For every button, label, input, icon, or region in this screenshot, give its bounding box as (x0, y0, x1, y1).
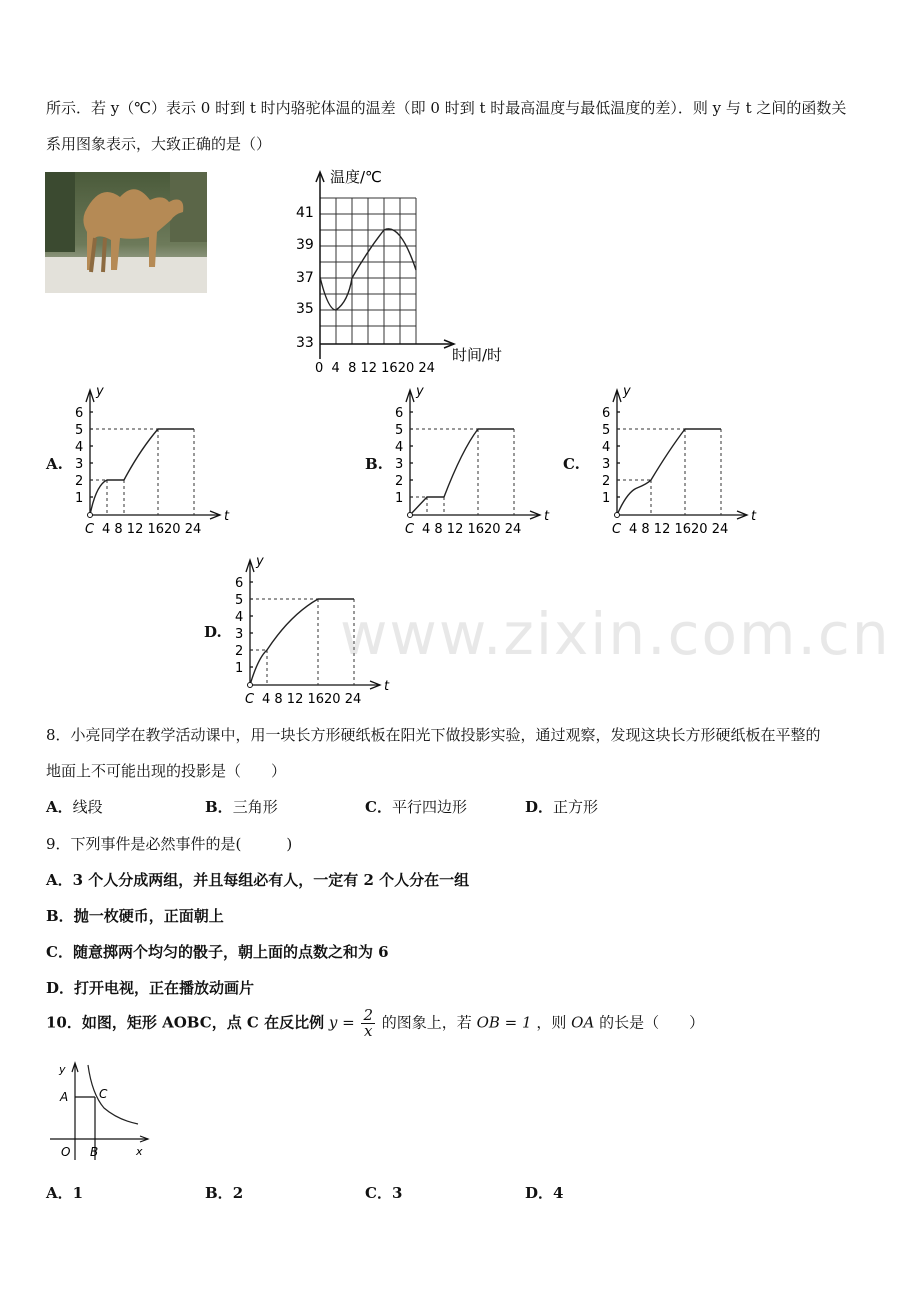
q8-option-d-letter: D． (525, 798, 554, 816)
q7-option-b-ytick-2: 2 (395, 474, 404, 489)
q7-option-a-curve (90, 429, 194, 515)
q7-option-b-ytick-3: 3 (395, 457, 404, 472)
q7-option-a-ytick-4: 4 (75, 440, 84, 455)
q7-option-b-origin: C (405, 522, 415, 537)
q9-option-c-letter: C． (46, 943, 73, 961)
q9-option-c[interactable] (46, 941, 389, 962)
q7-option-c-ytick-4: 4 (602, 440, 611, 455)
q10-option-d-text: 4 (553, 1184, 564, 1202)
q8-option-b-text: 三角形 (232, 798, 278, 816)
q7-option-a-axis-t: t (224, 509, 230, 524)
q8-option-a-text: 线段 (72, 798, 103, 816)
q10-option-c-letter: C． (365, 1184, 392, 1202)
q7-option-d-letter: D. (204, 623, 222, 641)
q10-stem-d: 的长是（ ） (599, 1013, 705, 1032)
q7-option-a-xticks: 4 8 12 1620 24 (102, 522, 202, 537)
q7-option-d-ytick-2: 2 (235, 644, 244, 659)
q10-target: OA (571, 1013, 595, 1032)
temperature-ylabel: 温度/℃ (330, 168, 382, 186)
q10-stem-b: 的图象上，若 (381, 1013, 472, 1032)
q7-option-a-ytick-6: 6 (75, 406, 84, 421)
q7-stem-line1: 所示．若 y（℃）表示 0 时到 t 时内骆驼体温的温差（即 0 时到 t 时最高温度与最低温度的差）．则 y 与 t 之间的函数关 (46, 99, 847, 117)
q10-stem-a: 10．如图，矩形 AOBC，点 C 在反比例 (46, 1013, 325, 1032)
q7-option-c-ytick-5: 5 (602, 423, 611, 438)
q7-option-c-ytick-2: 2 (602, 474, 611, 489)
q10-option-d[interactable] (525, 1182, 563, 1203)
temperature-axes (316, 172, 454, 359)
q7-option-d-ytick-6: 6 (235, 576, 244, 591)
q7-option-a-chart[interactable] (60, 380, 240, 540)
q10-label-o: O (61, 1145, 71, 1159)
q8-option-d-text: 正方形 (553, 798, 599, 816)
q7-option-a-ytick-5: 5 (75, 423, 84, 438)
q7-option-c-ytick-3: 3 (602, 457, 611, 472)
temperature-ytick-39: 39 (296, 237, 314, 253)
q7-option-b-axis-t: t (544, 509, 550, 524)
q7-option-c-chart[interactable] (587, 380, 767, 540)
q10-option-b[interactable] (205, 1182, 243, 1203)
camel-photo (45, 172, 207, 293)
q8-stem-line2: 地面上不可能出现的投影是（ ） (46, 762, 287, 780)
q9-option-c-text: 随意掷两个均匀的骰子，朝上面的点数之和为 6 (72, 943, 389, 961)
q9-option-d[interactable] (46, 977, 254, 998)
q9-option-d-text: 打开电视，正在播放动画片 (74, 979, 255, 997)
q7-option-d-ytick-4: 4 (235, 610, 244, 625)
q7-option-c-letter: C. (563, 455, 580, 473)
q7-option-d-xticks: 4 8 12 1620 24 (262, 692, 362, 707)
q10-frac-num: 2 (363, 1006, 374, 1024)
q10-fraction (361, 1008, 375, 1039)
q7-option-a-origin: C (85, 522, 95, 537)
q9-option-b-text: 抛一枚硬币，正面朝上 (73, 907, 224, 925)
q7-option-d-ytick-5: 5 (235, 593, 244, 608)
q9-stem: 9．下列事件是必然事件的是( ) (46, 835, 293, 853)
q10-option-c-text: 3 (391, 1184, 403, 1202)
q9-option-a-letter: A． (46, 871, 73, 889)
temperature-ytick-37: 37 (296, 270, 314, 286)
q7-option-b-ytick-6: 6 (395, 406, 404, 421)
q7-option-b-ytick-4: 4 (395, 440, 404, 455)
temperature-xlabel: 时间/时 (452, 346, 503, 364)
q7-option-b-chart[interactable] (380, 380, 560, 540)
q10-condition: OB = 1 (476, 1013, 532, 1032)
q7-option-d-ytick-1: 1 (235, 661, 244, 676)
q7-option-a-ytick-3: 3 (75, 457, 84, 472)
q10-option-c[interactable] (365, 1182, 402, 1203)
q8-option-d[interactable] (525, 796, 598, 817)
q10-label-y: y (59, 1063, 66, 1076)
q10-y-eq: y = (328, 1013, 355, 1032)
temperature-ytick-33: 33 (296, 335, 314, 351)
q10-option-a-letter: A． (46, 1184, 73, 1202)
q8-option-b-letter: B． (205, 798, 233, 816)
q10-frac-den: x (364, 1022, 373, 1040)
q9-option-b-letter: B． (46, 907, 74, 925)
q10-stem (46, 1008, 704, 1039)
q10-option-b-letter: B． (205, 1184, 233, 1202)
q10-stem-c: ，则 (536, 1013, 567, 1032)
q7-option-d-curve (250, 599, 354, 685)
q7-option-c-axis-y: y (623, 384, 631, 399)
temperature-ytick-35: 35 (296, 301, 314, 317)
q8-option-c[interactable] (365, 796, 467, 817)
q7-option-b-letter: B. (365, 455, 383, 473)
q10-label-b: B (90, 1145, 99, 1159)
q7-option-b-axis-y: y (416, 384, 424, 399)
q7-option-b-ytick-5: 5 (395, 423, 404, 438)
q10-label-c: C (99, 1087, 108, 1101)
q8-option-a[interactable] (46, 796, 103, 817)
q7-option-c-ytick-6: 6 (602, 406, 611, 421)
q7-option-c-origin: C (612, 522, 622, 537)
q7-option-d-axis-t: t (384, 679, 390, 694)
temperature-grid (320, 198, 416, 344)
q7-option-a-axis-y: y (96, 384, 104, 399)
q7-stem-line2: 系用图象表示，大致正确的是（） (46, 135, 272, 153)
q10-label-a: A (60, 1090, 69, 1104)
q9-option-a[interactable] (46, 869, 469, 890)
q8-option-c-text: 平行四边形 (391, 798, 467, 816)
q10-figure (48, 1060, 158, 1160)
temperature-xticks: 0 4 8 12 1620 24 (315, 361, 435, 376)
q7-option-b-ytick-1: 1 (395, 491, 404, 506)
q9-option-d-letter: D． (46, 979, 75, 997)
q7-option-b-xticks: 4 8 12 1620 24 (422, 522, 522, 537)
q7-option-d-origin: C (245, 692, 255, 707)
q7-option-a-ytick-1: 1 (75, 491, 84, 506)
q10-option-a[interactable] (46, 1182, 83, 1203)
q10-option-a-text: 1 (72, 1184, 84, 1202)
q10-label-x: x (136, 1145, 143, 1158)
q10-option-b-text: 2 (232, 1184, 244, 1202)
q9-option-b[interactable] (46, 905, 224, 926)
q9-option-a-text: 3 个人分成两组，并且每组必有人，一定有 2 个人分在一组 (72, 871, 470, 889)
q7-option-c-xticks: 4 8 12 1620 24 (629, 522, 729, 537)
q7-option-a-letter: A. (46, 455, 63, 473)
q7-option-d-ytick-3: 3 (235, 627, 244, 642)
q7-option-a-ytick-2: 2 (75, 474, 84, 489)
watermark: www.zixin.com.cn (340, 600, 891, 668)
q7-option-c-ytick-1: 1 (602, 491, 611, 506)
q7-option-c-axis-t: t (751, 509, 757, 524)
temperature-ytick-41: 41 (296, 205, 314, 221)
q8-option-c-letter: C． (365, 798, 392, 816)
q7-option-c-curve (617, 429, 721, 515)
q8-option-a-letter: A． (46, 798, 73, 816)
q8-stem-line1: 8．小亮同学在教学活动课中，用一块长方形硬纸板在阳光下做投影实验，通过观察，发现这块长方形硬纸板在平整的 (46, 726, 821, 744)
q7-option-b-curve (410, 429, 514, 515)
q7-option-d-axis-y: y (256, 554, 264, 569)
temperature-chart (292, 162, 522, 380)
q8-option-b[interactable] (205, 796, 278, 817)
q10-option-d-letter: D． (525, 1184, 554, 1202)
